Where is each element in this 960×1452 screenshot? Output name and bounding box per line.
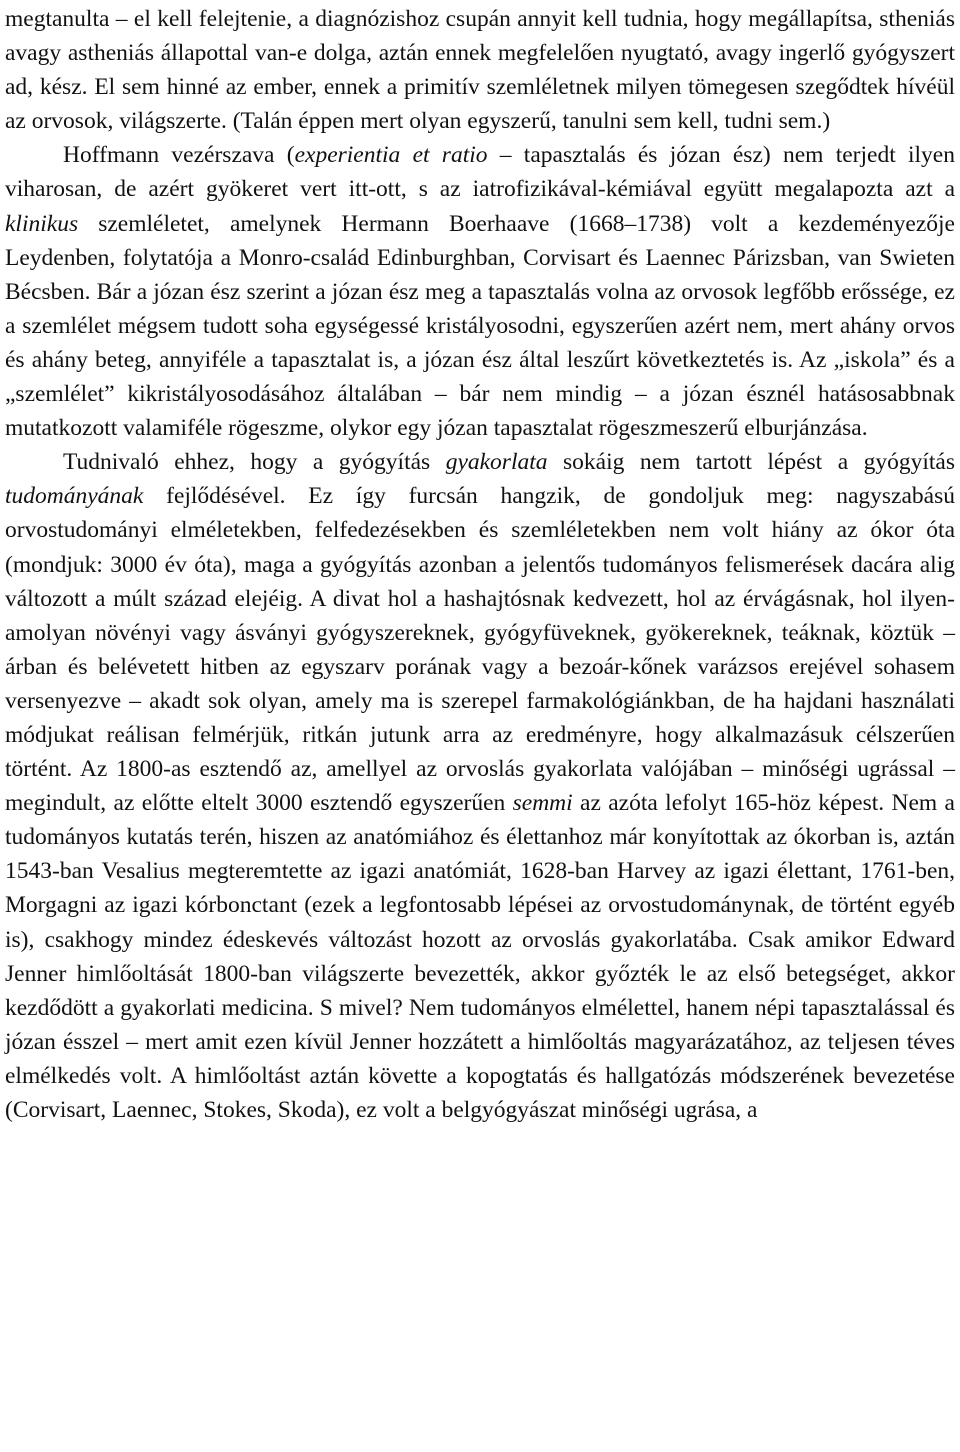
paragraph-1 — [5, 2, 955, 138]
text-run: Tudnivaló ehhez, hogy a gyógyítás — [63, 449, 446, 476]
italic-run: semmi — [512, 790, 573, 817]
text-run: megtanulta – el kell felejtenie, a diagnózishoz csupán annyit kell tudnia, hogy megállapítsa, stheniás avagy astheniás állapottal van-e dolga, aztán ennek megfelelően nyugtató, avagy ingerlő gyógyszert ad, kész. El sem hinné az ember, ennek a primitív szemléletnek milyen tömegesen szegődtek hívéül az orvosok, világszerte. (Talán éppen mert olyan egyszerű, tanulni sem kell, tudni sem.) — [5, 6, 955, 135]
text-run: az azóta lefolyt 165-höz képest. Nem a tudományos kutatás terén, hiszen az anatómiához és élettanhoz már konyítottak az ókorban is, aztán 1543-ban Vesalius megteremtette az igazi anatómiát, 1628-ban Harvey az igazi élettant, 1761-ben, Morgagni az igazi kórbonctant (ezek a legfontosabb lépései az orvostudománynak, de történt egyéb is), csakhogy mindez édeskevés változást hozott az orvoslás gyakorlatába. Csak amikor Edward Jenner himlőoltását 1800-ban világszerte bevezették, akkor győzték le az első betegséget, akkor kezdődött a gyakorlati medicina. S mivel? Nem tudományos elmélettel, hanem népi tapasztalással és józan ésszel – mert amit ezen kívül Jenner hozzátett a himlőoltás magyarázatához, az teljesen téves elmélkedés volt. A himlőoltást aztán követte a kopogtatás és hallgatózás módszerének bevezetése (Corvisart, Laennec, Stokes, Skoda), ez volt a belgyógyászat minőségi ugrása, a — [5, 790, 955, 1123]
text-run: szemléletet, amelynek Hermann Boerhaave (1668–1738) volt a kezdeményezője Leydenben, folytatója a Monro-család Edinburghban, Corvisart és Laennec Párizsban, van Swieten Bécsben. Bár a józan ész szerint a józan ész meg a tapasztalás volna az orvosok legfőbb erőssége, ez a szemlélet mégsem tudott soha egységessé kristályosodni, egyszerűen azért nem, mert ahány orvos és ahány beteg, annyiféle a tapasztalat is, a józan ész által leszűrt következtetés is. Az „iskola” és a „szemlélet” kikristályosodásához általában – bár nem mindig – a józan észnél hatásosabbnak mutatkozott valamiféle rögeszme, olykor egy józan tapasztalat rögeszmeszerű elburjánzása. — [5, 210, 955, 442]
italic-run: experientia et ratio — [294, 142, 488, 169]
paragraph-3 — [5, 445, 955, 1127]
italic-run: tudományának — [5, 483, 144, 510]
italic-run: klinikus — [5, 210, 79, 237]
text-run: fejlődésével. Ez így furcsán hangzik, de gondoljuk meg: nagyszabású orvostudományi elméletekben, felfedezésekben és szemléletekben nem volt hiány az ókor óta (mondjuk: 3000 év óta), maga a gyógyítás azonban a jelentős tudományos felismerések dacára alig változott a múlt század elejéig. A divat hol a hashajtósnak kedvezett, hol az érvágásnak, hol ilyen-amolyan növényi vagy ásványi gyógyszereknek, gyógyfüveknek, gyökereknek, teáknak, köztük – árban és belévetett hitben az egyszarv porának vagy a bezoár-kőnek varázsos erejével sohasem versenyezve – akadt sok olyan, amely ma is szerepel farmakológiánkban, de ha hajdani használati módjukat reálisan felmérjük, ritkán jutunk arra az eredményre, hogy alkalmazásuk célszerűen történt. Az 1800-as esztendő az, amellyel az orvoslás gyakorlata valójában – minőségi ugrással – megindult, az előtte eltelt 3000 esztendő egyszerűen — [5, 483, 955, 817]
text-run: – tapasztalás és józan ész) nem terjedt ilyen viharosan, de azért gyökeret vert itt-ott, s az iatrofizikával-kémiával együtt megalapozta azt a — [5, 142, 955, 203]
paragraph-2 — [5, 138, 955, 445]
text-run: sokáig nem tartott lépést a gyógyítás — [547, 449, 955, 476]
italic-run: gyakorlata — [445, 449, 548, 476]
text-run: Hoffmann vezérszava ( — [63, 142, 295, 169]
